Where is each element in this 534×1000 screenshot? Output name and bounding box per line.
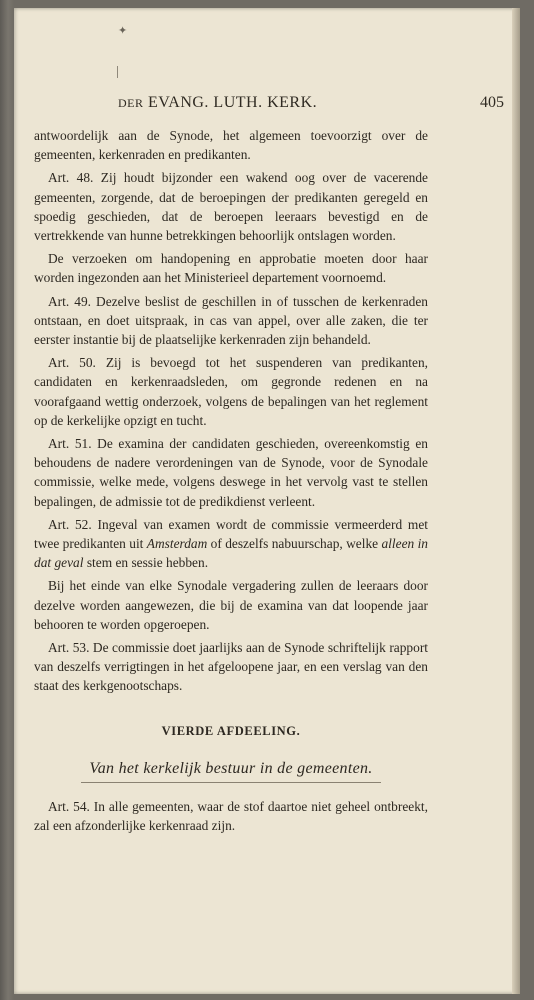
emphasis-alleen: alleen in dat geval [34,536,429,571]
paragraph-art-51: Art. 51. De examina der candidaten geschieden, overeenkomstig en behoudens de nadere verordeningen van de Synode, voor de Synodale commissie, welke mede, volgens deswege in het vervolg vast te stellen bepalingen, de admissie tot de predikdienst verleent. [34,436,428,509]
page-edge-shadow [512,8,520,994]
running-title [118,94,317,112]
art-52-part-1: Art. 52. Ingeval van examen wordt de commissie vermeerderd met twee predikanten uit [34,516,428,552]
section-title-rule [81,782,381,783]
book-page [14,8,520,994]
paragraph-art-52 [34,515,428,573]
paragraph-continuation: antwoordelijk aan de Synode, het algemeen toevoorzigt over de gemeenten, kerkenraden en predikanten. [34,128,428,163]
running-title-prefix: DER [118,96,144,110]
art-52-part-2: of deszelfs nabuurschap, welke [207,536,382,552]
ink-speck: ✦ [118,25,128,37]
running-header [106,94,508,114]
paragraph-art-54: Art. 54. In alle gemeenten, waar de stof daartoe niet geheel ontbreekt, zal een afzonderlijke kerkenraad zijn. [34,799,428,834]
ink-tick-mark [117,66,118,78]
paragraph-art-53: Art. 53. De commissie doet jaarlijks aan de Synode schriftelijk rapport van deszelfs verrigtingen in het afgeloopene jaar, en een verslag van den staat des kerkgenootschaps. [34,640,428,694]
section-heading: VIERDE AFDEELING. [161,723,301,738]
paragraph-verzoeken: De verzoeken om handopening en approbatie moeten door haar worden ingezonden aan het Ministerieel departement voornoemd. [34,251,428,286]
paragraph-synodale-vergadering: Bij het einde van elke Synodale vergadering zullen de leeraars door dezelve worden aangewezen, die bij de examina van dat loopende jaar behooren te worden opgeroepen. [34,578,428,632]
paragraph-art-48: Art. 48. Zij houdt bijzonder een wakend oog over de vacerende gemeenten, zorgende, dat de beroepingen der predikanten geregeld en spoedig geschieden, dat de beroepen leeraars bevestigd en de vertrekkende van hunne betrekkingen behoorlijk ontslagen worden. [34,170,428,244]
paragraph-art-50: Art. 50. Zij is bevoegd tot het suspenderen van predikanten, candidaten en kerkenraadsleden, om gegronde redenen en na voorafgaand wettig onderzoek, volgens de bepalingen van het reglement op de kerkelijke opzigt en tucht. [34,355,428,428]
section-title: Van het kerkelijk bestuur in de gemeenten. [89,759,373,777]
body-text [34,126,428,836]
running-title-main: EVANG. LUTH. KERK. [148,94,318,111]
art-52-part-3: stem en sessie hebben. [83,555,209,571]
place-name-amsterdam: Amsterdam [146,536,208,552]
page-number: 405 [480,94,504,111]
paragraph-art-49: Art. 49. Dezelve beslist de geschillen in of tusschen de kerkenraden ontstaan, en doet uitspraak, in cas van appel, over alle zaken, die ter eerster instantie bij de plaatselijke kerkenraden zijn behandeld. [34,293,428,348]
